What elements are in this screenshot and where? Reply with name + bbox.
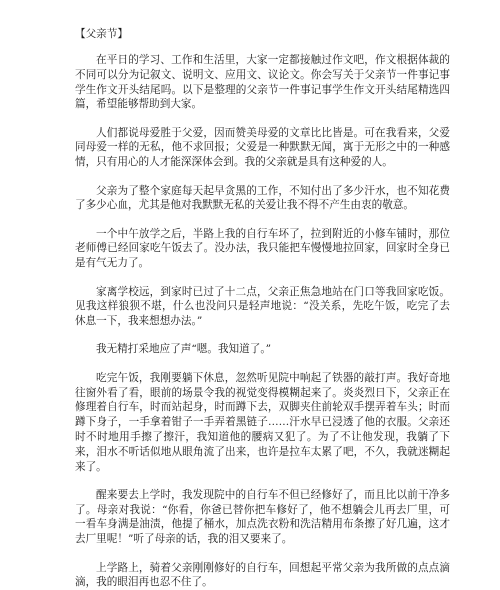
paragraph: 家离学校远，到家时已过了十二点，父亲正焦急地站在门口等我回家吃饭。见我这样狼狈不堪，什么也没问只是轻声地说：“没关系，先吃午饭，吃完了去休息一下，我来想想办法。” — [75, 285, 450, 328]
document-title: 【父亲节】 — [75, 28, 128, 40]
paragraph: 我无精打采地应了声“嗯。我知道了。” — [96, 343, 272, 356]
paragraph: 一个中午放学之后，半路上我的自行车坏了，拉到附近的小修车铺时，那位老师傅已经回家吃午饭去了。没办法，我只能把车慢慢地拉回家，回家时全身已是有气无力了。 — [75, 227, 450, 270]
paragraph: 醒来要去上学时，我发现院中的自行车不但已经修好了，而且比以前干净多了。母亲对我说：“你看，你爸已替你把车修好了，他不想躺会儿再去厂里，可一看车身满是油渍，他提了桶水，加点洗衣粉和洗洁精用布条擦了好几遍，这才去厂里呢！”听了母亲的话，我的泪又要来了。 — [75, 488, 450, 546]
paragraph: 人们都说母爱胜于父爱，因而赞美母爱的文章比比皆是。可在我看来，父爱同母爱一样的无私，他不求回报；父爱是一种默默无闻，寓于无形之中的一种感情，只有用心的人才能深深体会到。我的父亲就是具有这种爱的人。 — [75, 126, 450, 169]
paragraph: 父亲为了整个家庭每天起早贪黑的工作，不知付出了多少汗水，也不知花费了多少心血，尤其是他对我默默无私的关爱让我不得不产生由衷的敬意。 — [75, 184, 450, 212]
paragraph: 上学路上，骑着父亲刚刚修好的自行车，回想起平常父亲为我所做的点点滴滴，我的眼泪再也忍不住了。 — [75, 561, 450, 589]
paragraph-intro: 在平日的学习、工作和生活里，大家一定都接触过作文吧，作文根据体裁的不同可以分为记叙文、说明文、应用文、议论文。你会写关于父亲节一件事记事学生作文开头结尾吗。以下是整理的父亲节一件事记事学生作文开头结尾精选四篇，希望能够帮助到大家。 — [75, 54, 450, 111]
paragraph: 吃完午饭，我刚要躺下休息，忽然听见院中响起了铁器的敲打声。我好奇地往窗外看了看，眼前的场景令我的视觉变得模糊起来了。炎炎烈日下，父亲正在修理着自行车，时而站起身，时而蹲下去，双脚夹住前轮双手摆弄着车头；时而蹲下身子，一手拿着钳子一手弄着黑链子……汗水早已浸透了他的衣服。父亲还时不时地用手擦了擦汗，我知道他的腰病又犯了。为了不让他发现，我躺了下来，泪水不听话似地从眼角流了出来，也许是拉车太累了吧，不久，我就迷糊起来了。 — [75, 371, 450, 473]
